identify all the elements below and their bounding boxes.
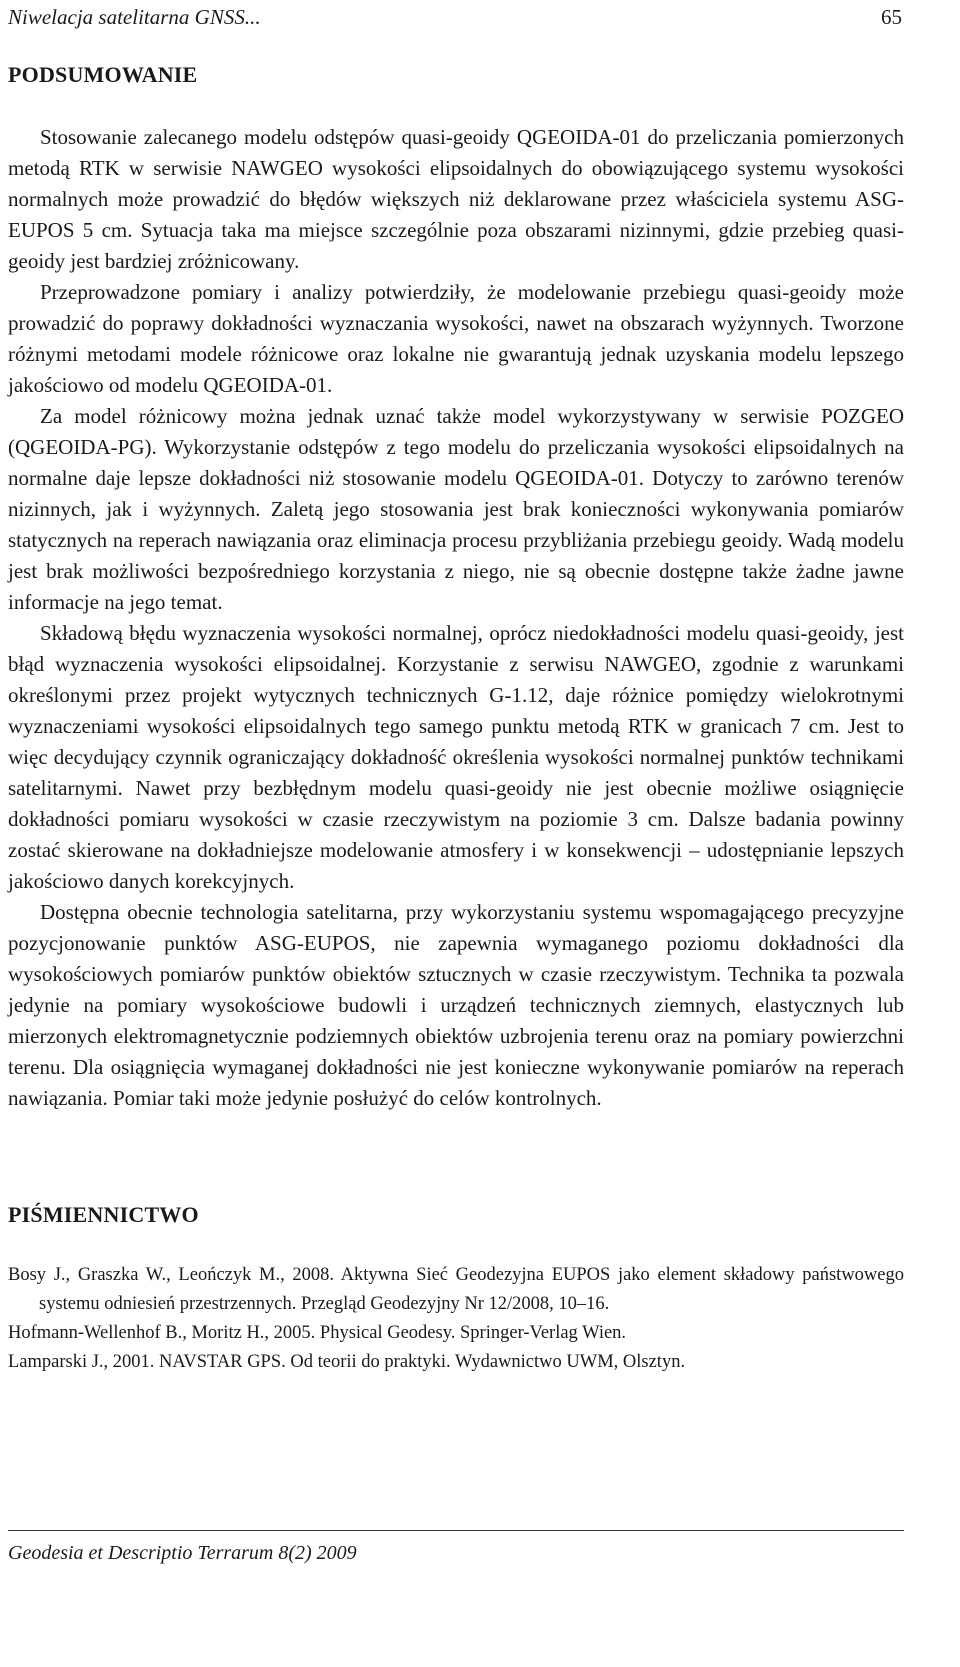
paragraph: Przeprowadzone pomiary i analizy potwierdziły, że modelowanie przebiegu quasi-geoidy może prowadzić do poprawy dokładności wyznaczania wysokości, nawet na obszarach wyżynnych. Tworzone różnymi metodami modele różnicowe oraz lokalne nie gwarantują jednak uzyskania modelu lepszego jakościowo od modelu QGEOIDA-01.	[8, 280, 904, 397]
page-number: 65	[881, 4, 902, 29]
footer-divider	[8, 1530, 904, 1531]
section-heading-references: PIŚMIENNICTWO	[8, 1202, 199, 1227]
running-title: Niwelacja satelitarna GNSS...	[8, 4, 261, 29]
running-header	[8, 0, 902, 34]
paragraph: Za model różnicowy można jednak uznać także model wykorzystywany w serwisie POZGEO (QGEOIDA-PG). Wykorzystanie odstępów z tego modelu do przeliczania wysokości elipsoidalnych na normalne daje lepsze dokładności niż stosowanie modelu QGEOIDA-01. Dotyczy to zarówno terenów nizinnych, jak i wyżynnych. Zaletą jego stosowania jest brak konieczności wykonywania pomiarów statycznych na reperach nawiązania oraz eliminacja procesu przybliżania przebiegu geoidy. Wadą modelu jest brak możliwości bezpośredniego korzystania z niego, nie są obecnie dostępne także żadne jawne informacje na jego temat.	[8, 404, 904, 614]
running-footer: Geodesia et Descriptio Terrarum 8(2) 2009	[8, 1542, 357, 1564]
reference-item: Bosy J., Graszka W., Leończyk M., 2008. Aktywna Sieć Geodezyjna EUPOS jako element składowy państwowego systemu odniesień przestrzennych. Przegląd Geodezyjny Nr 12/2008, 10–16.	[8, 1265, 904, 1314]
main-content	[8, 62, 904, 1377]
reference-list	[8, 1261, 904, 1377]
reference-item: Hofmann-Wellenhof B., Moritz H., 2005. Physical Geodesy. Springer-Verlag Wien.	[8, 1323, 627, 1343]
paragraph: Stosowanie zalecanego modelu odstępów quasi-geoidy QGEOIDA-01 do przeliczania pomierzonych metodą RTK w serwisie NAWGEO wysokości elipsoidalnych do obowiązującego systemu wysokości normalnych może prowadzić do błędów większych niż deklarowane przez właściciela systemu ASG-EUPOS 5 cm. Sytuacja taka ma miejsce szczególnie poza obszarami nizinnymi, gdzie przebieg quasi-geoidy jest bardziej zróżnicowany.	[8, 125, 904, 273]
paragraph: Dostępna obecnie technologia satelitarna, przy wykorzystaniu systemu wspomagającego precyzyjne pozycjonowanie punktów ASG-EUPOS, nie zapewnia wymaganego poziomu dokładności dla wysokościowych pomiarów punktów obiektów sztucznych w czasie rzeczywistym. Technika ta pozwala jedynie na pomiary wysokościowe budowli i urządzeń technicznych ziemnych, elastycznych lub mierzonych elektromagnetycznie podziemnych obiektów uzbrojenia terenu oraz na pomiary powierzchni terenu. Dla osiągnięcia wymaganej dokładności nie jest konieczne wykonywanie pomiarów na reperach nawiązania. Pomiar taki może jedynie posłużyć do celów kontrolnych.	[8, 900, 904, 1110]
summary-body	[8, 122, 904, 1114]
paragraph: Składową błędu wyznaczenia wysokości normalnej, oprócz niedokładności modelu quasi-geoidy, jest błąd wyznaczenia wysokości elipsoidalnej. Korzystanie z serwisu NAWGEO, zgodnie z warunkami określonymi przez projekt wytycznych technicznych G-1.12, daje różnice pomiędzy wielokrotnymi wyznaczeniami wysokości elipsoidalnych tego samego punktu metodą RTK w granicach 7 cm. Jest to więc decydujący czynnik ograniczający dokładność określenia wysokości normalnej punktów technikami satelitarnymi. Nawet przy bezbłędnym modelu quasi-geoidy nie jest obecnie możliwe osiągnięcie dokładności pomiaru wysokości w czasie rzeczywistym na poziomie 3 cm. Dalsze badania powinny zostać skierowane na dokładniejsze modelowanie atmosfery i w konsekwencji – udostępnianie lepszych jakościowo danych korekcyjnych.	[8, 621, 904, 893]
section-heading-summary: PODSUMOWANIE	[8, 62, 198, 87]
reference-item: Lamparski J., 2001. NAVSTAR GPS. Od teorii do praktyki. Wydawnictwo UWM, Olsztyn.	[8, 1352, 686, 1372]
